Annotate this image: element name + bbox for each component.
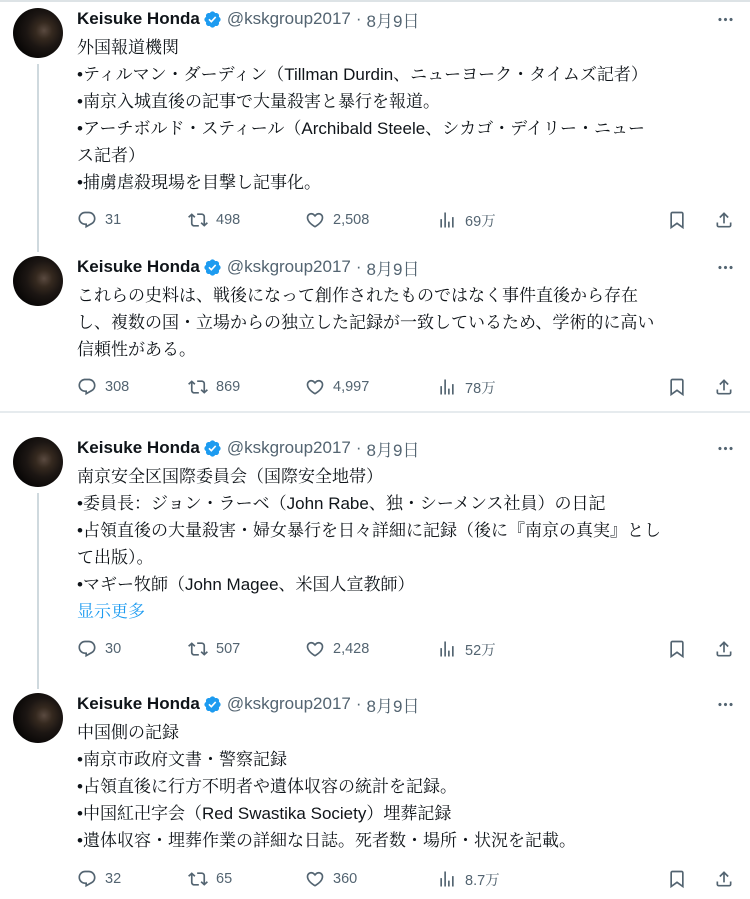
repost-count: 869 <box>216 379 241 395</box>
tweet-text-line: これらの史料は、戦後になって創作されたものではなく事件直後から存在 <box>77 286 638 305</box>
tweet-actions <box>77 208 735 232</box>
tweet-right-actions <box>667 377 735 397</box>
tweet-actions <box>77 867 735 891</box>
header-separator: · <box>355 257 362 276</box>
bookmark-icon <box>667 869 687 889</box>
more-icon <box>716 258 735 277</box>
views-icon <box>437 869 457 889</box>
bookmark-button[interactable] <box>667 210 687 230</box>
author-name[interactable]: Keisuke Honda <box>77 9 200 28</box>
tweet-gutter <box>13 693 77 891</box>
tweet-text <box>77 282 735 363</box>
repost-count: 507 <box>216 641 241 657</box>
bookmark-button[interactable] <box>667 639 687 659</box>
more-button[interactable] <box>716 439 735 458</box>
reply-icon <box>77 869 97 889</box>
views-icon <box>437 639 457 659</box>
tweet-text-line: •委員長：ジョン・ラーベ（John Rabe、独・シーメンス社員）の日記 <box>77 494 606 513</box>
bookmark-icon <box>667 377 687 397</box>
tweet-text-line: •アーチボルド・スティール（Archibald Steele、シカゴ・デイリー・ニュー <box>77 119 646 138</box>
more-button[interactable] <box>716 695 735 714</box>
tweet-text-line: •マギー牧師（John Magee、米国人宣教師） <box>77 575 415 594</box>
repost-icon <box>188 377 208 397</box>
tweet-text-line: •ティルマン・ダーディン（Tillman Durdin、ニューヨーク・タイムズ記者） <box>77 65 648 84</box>
tweet-actions <box>77 375 735 399</box>
tweet-text <box>77 463 735 625</box>
repost-button[interactable] <box>188 869 305 889</box>
views-count: 69万 <box>465 213 496 230</box>
verified-badge-icon <box>203 258 222 277</box>
share-button[interactable] <box>714 210 734 230</box>
thread-line <box>37 64 39 240</box>
like-icon <box>305 869 325 889</box>
more-button[interactable] <box>716 258 735 277</box>
tweet-text <box>77 719 735 854</box>
like-button[interactable] <box>305 210 437 230</box>
like-icon <box>305 210 325 230</box>
tweet-text-line: •南京入城直後の記事で大量殺害と暴行を報道。 <box>77 92 440 111</box>
reply-icon <box>77 210 97 230</box>
tweet-text-line: •南京市政府文書・警察記録 <box>77 750 287 769</box>
views-button[interactable] <box>437 210 667 231</box>
more-button[interactable] <box>716 10 735 29</box>
tweet-header <box>77 256 735 278</box>
bookmark-button[interactable] <box>667 869 687 889</box>
repost-button[interactable] <box>188 639 305 659</box>
avatar[interactable] <box>13 693 63 743</box>
bookmark-button[interactable] <box>667 377 687 397</box>
reply-button[interactable] <box>77 377 188 397</box>
bookmark-icon <box>667 210 687 230</box>
repost-count: 498 <box>216 212 241 228</box>
reply-button[interactable] <box>77 869 188 889</box>
tweet-text-line: •占領直後に行方不明者や遺体収容の統計を記録。 <box>77 777 457 796</box>
like-icon <box>305 639 325 659</box>
tweet-text-line: て出版）。 <box>77 548 154 567</box>
author-handle[interactable]: @kskgroup2017 <box>226 257 351 276</box>
reply-count: 308 <box>105 379 130 395</box>
bookmark-icon <box>667 639 687 659</box>
like-button[interactable] <box>305 869 437 889</box>
repost-icon <box>188 869 208 889</box>
views-icon <box>437 210 457 230</box>
repost-icon <box>188 210 208 230</box>
like-count: 4,997 <box>333 379 370 395</box>
views-count: 78万 <box>465 380 496 397</box>
avatar[interactable] <box>13 437 63 487</box>
reply-icon <box>77 639 97 659</box>
timestamp[interactable]: 8月9日 <box>366 11 420 31</box>
views-count: 8.7万 <box>465 872 500 889</box>
thread-line <box>37 240 39 252</box>
reply-icon <box>77 377 97 397</box>
like-count: 2,508 <box>333 212 370 228</box>
share-icon <box>714 639 734 659</box>
tweet-header <box>77 693 735 715</box>
tweet-header <box>77 437 735 459</box>
thread-line <box>37 493 39 677</box>
tweet-right-actions <box>667 639 735 659</box>
more-icon <box>716 695 735 714</box>
repost-icon <box>188 639 208 659</box>
reply-button[interactable] <box>77 639 188 659</box>
like-icon <box>305 377 325 397</box>
timestamp[interactable]: 8月9日 <box>366 440 420 460</box>
tweet-gutter <box>13 256 77 399</box>
views-button[interactable] <box>437 377 667 398</box>
tweet-text-line: •占領直後の大量殺害・婦女暴行を日々詳細に記録（後に『南京の真実』とし <box>77 521 661 540</box>
reply-count: 32 <box>105 871 122 887</box>
author-handle[interactable]: @kskgroup2017 <box>226 694 351 713</box>
verified-badge-icon <box>203 439 222 458</box>
tweet-text-line: •中国紅卍字会（Red Swastika Society）埋葬記録 <box>77 804 452 823</box>
views-icon <box>437 377 457 397</box>
more-icon <box>716 439 735 458</box>
views-button[interactable] <box>437 639 667 660</box>
author-handle[interactable]: @kskgroup2017 <box>226 438 351 457</box>
tweet[interactable] <box>0 413 750 677</box>
thread-line <box>37 677 39 689</box>
views-count: 52万 <box>465 642 496 659</box>
tweet-gutter <box>13 8 77 232</box>
tweet-text-line: 南京安全区国際委員会（国際安全地帯） <box>77 467 383 486</box>
like-button[interactable] <box>305 377 437 397</box>
header-separator: · <box>355 694 362 713</box>
like-count: 2,428 <box>333 641 370 657</box>
author-handle[interactable]: @kskgroup2017 <box>226 9 351 28</box>
verified-badge-icon <box>203 695 222 714</box>
timestamp[interactable]: 8月9日 <box>366 259 420 279</box>
tweet-text-line: 信頼性がある。 <box>77 340 196 359</box>
show-more-link[interactable]: 显示更多 <box>77 602 145 621</box>
share-button[interactable] <box>714 639 734 659</box>
share-icon <box>714 377 734 397</box>
tweet-text <box>77 34 735 196</box>
reply-button[interactable] <box>77 210 188 230</box>
tweet-actions <box>77 637 735 661</box>
tweet-header <box>77 8 735 30</box>
reply-count: 31 <box>105 212 122 228</box>
tweet-text-line: し、複数の国・立場からの独立した記録が一致しているため、学術的に高い <box>77 313 655 332</box>
header-separator: · <box>355 9 362 28</box>
share-icon <box>714 869 734 889</box>
tweet-text-line: 中国側の記録 <box>77 723 179 742</box>
more-icon <box>716 10 735 29</box>
tweet[interactable] <box>0 2 750 240</box>
share-button[interactable] <box>714 377 734 397</box>
repost-button[interactable] <box>188 377 305 397</box>
tweet[interactable] <box>0 677 750 899</box>
header-separator: · <box>355 438 362 457</box>
share-button[interactable] <box>714 869 734 889</box>
tweet-text-line: ス記者） <box>77 146 145 165</box>
like-count: 360 <box>333 871 358 887</box>
share-icon <box>714 210 734 230</box>
author-name[interactable]: Keisuke Honda <box>77 257 200 276</box>
tweet-right-actions <box>667 210 735 230</box>
reply-count: 30 <box>105 641 122 657</box>
like-button[interactable] <box>305 639 437 659</box>
repost-count: 65 <box>216 871 233 887</box>
tweet[interactable] <box>0 240 750 413</box>
avatar[interactable] <box>13 8 63 58</box>
verified-badge-icon <box>203 10 222 29</box>
views-button[interactable] <box>437 869 667 890</box>
tweet-text-line: •遺体収容・埋葬作業の詳細な日誌。死者数・場所・状況を記載。 <box>77 831 576 850</box>
repost-button[interactable] <box>188 210 305 230</box>
tweet-text-line: •捕虜虐殺現場を目撃し記事化。 <box>77 173 321 192</box>
author-name[interactable]: Keisuke Honda <box>77 438 200 457</box>
author-name[interactable]: Keisuke Honda <box>77 694 200 713</box>
tweet-right-actions <box>667 869 735 889</box>
timestamp[interactable]: 8月9日 <box>366 696 420 716</box>
tweet-text-line: 外国報道機関 <box>77 38 179 57</box>
avatar[interactable] <box>13 256 63 306</box>
tweet-gutter <box>13 437 77 661</box>
